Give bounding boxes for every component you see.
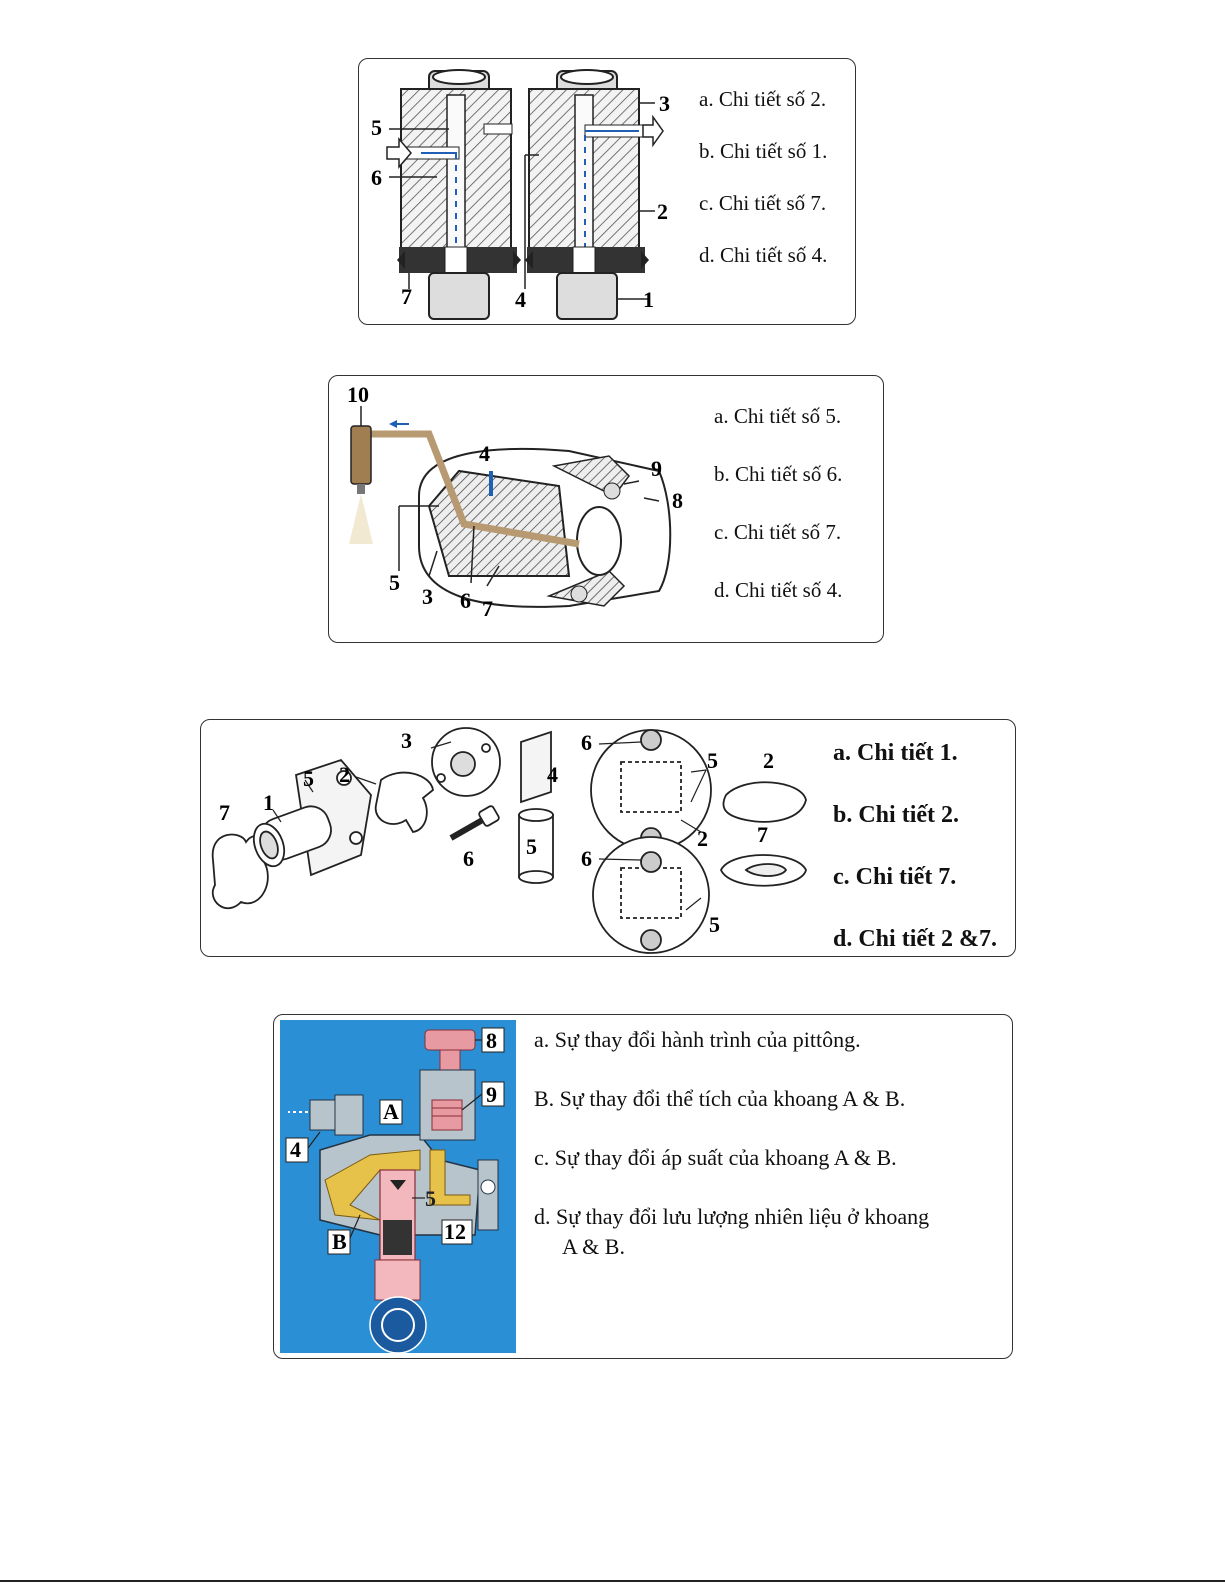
right-rotor-assembly (525, 70, 663, 319)
label-1: 1 (643, 287, 654, 312)
label-10: 10 (347, 382, 369, 407)
label-2: 2 (657, 199, 668, 224)
option-c[interactable]: c. Chi tiết 7. (833, 864, 957, 890)
question-2-panel (328, 375, 884, 643)
label-5: 5 (371, 115, 382, 140)
option-d[interactable]: d. Chi tiết số 4. (714, 578, 843, 602)
label-7: 7 (401, 284, 412, 309)
part-6-screw (451, 805, 500, 838)
label-1: 1 (263, 790, 274, 815)
label-5b: 5 (526, 834, 537, 859)
label-3: 3 (422, 584, 433, 609)
label-7: 7 (482, 596, 493, 621)
option-d-continued: A & B. (562, 1234, 625, 1259)
option-a[interactable]: a. Chi tiết số 2. (699, 87, 827, 111)
label-7: 7 (219, 800, 230, 825)
label-6b: 6 (581, 730, 592, 755)
option-b[interactable]: b. Chi tiết số 6. (714, 462, 843, 486)
option-a[interactable]: a. Chi tiết số 5. (714, 404, 842, 428)
option-d[interactable]: d. Chi tiết 2 &7. (833, 926, 997, 952)
question-3-diagram (201, 720, 821, 956)
label-6: 6 (463, 846, 474, 871)
left-rotor-assembly (387, 70, 521, 319)
option-b[interactable]: b. Chi tiết 2. (833, 802, 959, 828)
cam-wheel (370, 1297, 426, 1353)
label-4: 4 (515, 287, 526, 312)
label-B: B (332, 1229, 347, 1254)
label-3: 3 (659, 91, 670, 116)
label-9: 9 (486, 1082, 497, 1107)
part-2-plate (376, 773, 433, 832)
label-2c: 2 (763, 748, 774, 773)
option-b[interactable]: b. Chi tiết số 1. (699, 139, 828, 163)
label-6c: 6 (581, 846, 592, 871)
label-3: 3 (401, 728, 412, 753)
option-b[interactable]: B. Sự thay đổi thể tích của khoang A & B. (534, 1086, 906, 1111)
label-5: 5 (425, 1186, 436, 1211)
option-a[interactable]: a. Sự thay đổi hành trình của pittông. (534, 1027, 861, 1052)
label-5c: 5 (707, 748, 718, 773)
label-7b: 7 (757, 822, 768, 847)
label-A: A (383, 1099, 399, 1124)
label-5: 5 (389, 570, 400, 595)
option-d[interactable]: d. Chi tiết số 4. (699, 243, 828, 267)
option-a[interactable]: a. Chi tiết 1. (833, 740, 958, 766)
label-8: 8 (672, 488, 683, 513)
spray (349, 494, 373, 544)
question-1-panel (358, 58, 856, 325)
label-4: 4 (547, 762, 558, 787)
label-4: 4 (479, 441, 490, 466)
question-2-diagram (329, 376, 704, 642)
label-2: 2 (339, 762, 350, 787)
question-4-panel (273, 1014, 1013, 1359)
upper-cam-ring (591, 730, 711, 850)
label-6: 6 (460, 588, 471, 613)
injector (351, 426, 371, 484)
option-c[interactable]: c. Chi tiết số 7. (714, 520, 842, 544)
page-bottom-rule (0, 1580, 1225, 1582)
part-2-plate-right (723, 782, 806, 822)
question-1-diagram (359, 59, 689, 324)
label-4: 4 (290, 1137, 301, 1162)
label-9: 9 (651, 456, 662, 481)
option-c[interactable]: c. Sự thay đổi áp suất của khoang A & B. (534, 1145, 897, 1170)
lower-cam-ring (593, 837, 709, 953)
label-5: 5 (303, 766, 314, 791)
label-5d: 5 (709, 912, 720, 937)
label-12: 12 (444, 1219, 466, 1244)
question-3-panel (200, 719, 1016, 957)
question-4-diagram (280, 1020, 516, 1353)
label-2b: 2 (697, 826, 708, 851)
label-6: 6 (371, 165, 382, 190)
option-c[interactable]: c. Chi tiết số 7. (699, 191, 827, 215)
label-8: 8 (486, 1028, 497, 1053)
part-3-disc (432, 728, 500, 796)
option-d[interactable]: d. Sự thay đổi lưu lượng nhiên liệu ở khoang (534, 1204, 930, 1229)
